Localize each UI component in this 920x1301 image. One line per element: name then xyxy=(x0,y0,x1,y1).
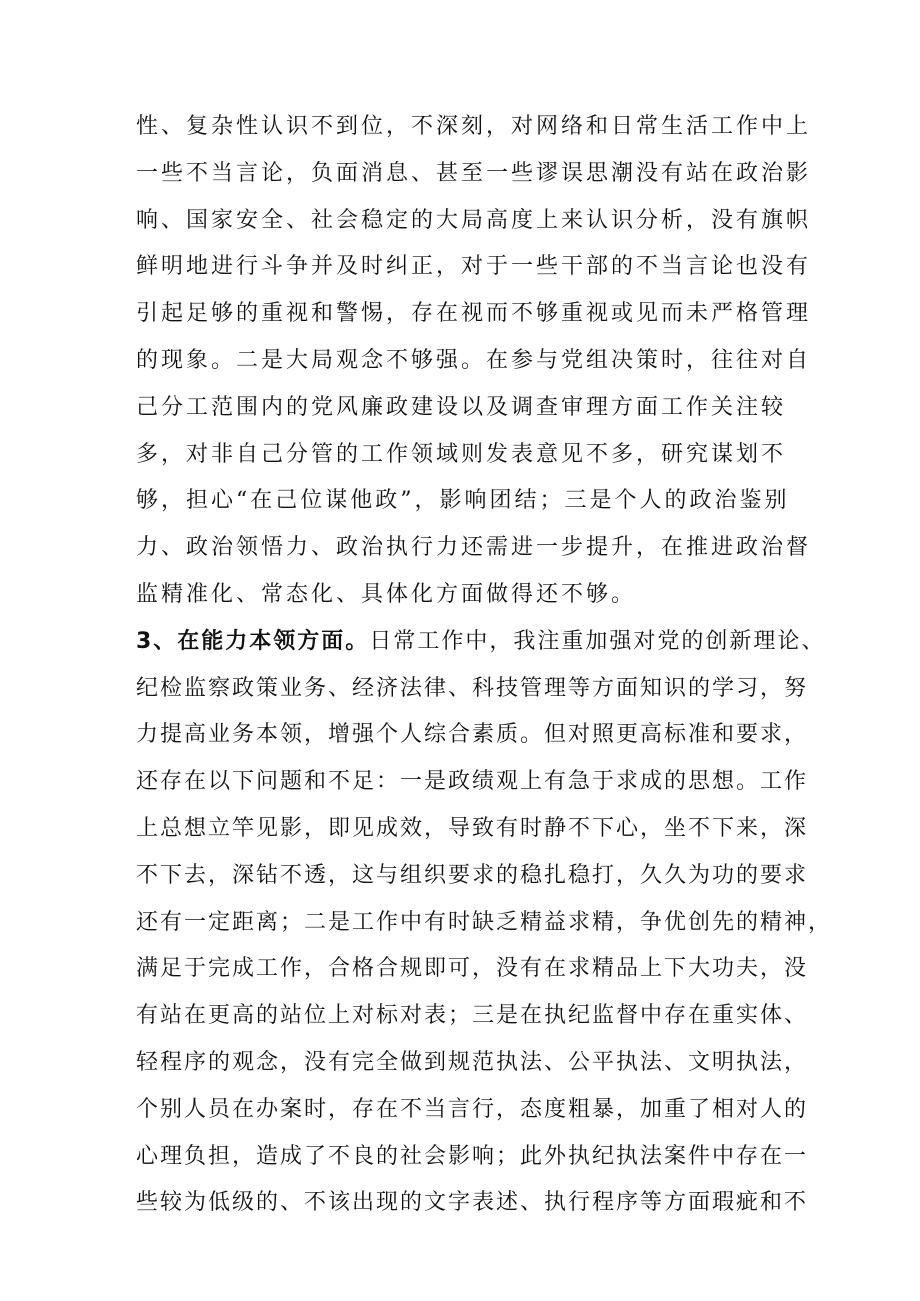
body-line: 上总想立竿见影，即见成效，导致有时静不下心，坐不下来，深 xyxy=(136,815,809,841)
section-3-first-line xyxy=(136,619,826,666)
body-line: 己分工范围内的党风廉政建设以及调查审理方面工作关注较 xyxy=(136,394,787,420)
body-line: 引起足够的重视和警惕，存在视而不够重视或见而未严格管理 xyxy=(136,301,812,327)
body-line: 还存在以下问题和不足：一是政绩观上有急于求成的思想。工作 xyxy=(136,769,809,795)
body-line: 有站在更高的站位上对标对表；三是在执纪监督中存在重实体、 xyxy=(136,1003,809,1029)
body-line: 个别人员在办案时，存在不当言行，态度粗暴，加重了相对人的 xyxy=(136,1096,809,1122)
body-line: 监精准化、常态化、具体化方面做得还不够。 xyxy=(136,581,637,607)
body-line: 满足于完成工作，合格合规即可，没有在求精品上下大功夫，没 xyxy=(136,956,809,982)
body-line: 心理负担，造成了不良的社会影响；此外执纪执法案件中存在一 xyxy=(136,1143,809,1169)
body-line: 响、国家安全、社会稳定的大局高度上来认识分析，没有旗帜 xyxy=(136,207,812,233)
body-line: 性、复杂性认识不到位，不深刻，对网络和日常生活工作中上 xyxy=(136,114,812,139)
body-line: 多，对非自己分管的工作领域则发表意见不多，研究谋划不 xyxy=(136,441,787,467)
body-line: 不下去，深钻不透，这与组织要求的稳扎稳打，久久为功的要求 xyxy=(136,862,809,888)
body-line: 够，担心“在己位谋他政”，影响团结；三是个人的政治鉴别 xyxy=(136,488,790,514)
body-line: 轻程序的观念，没有完全做到规范执法、公平执法、文明执法， xyxy=(136,1049,809,1075)
body-line: 力提高业务本领，增强个人综合素质。但对照更高标准和要求， xyxy=(136,722,809,748)
body-line: 还有一定距离；二是工作中有时缺乏精益求精，争优创先的精神， xyxy=(136,909,833,935)
section-3-first-line-text: 日常工作中，我注重加强对党的创新理论、 xyxy=(369,628,826,654)
section-3-heading: 3、在能力本领方面。 xyxy=(136,628,370,654)
body-line: 鲜明地进行斗争并及时纠正，对于一些干部的不当言论也没有 xyxy=(136,254,812,280)
body-line: 些较为低级的、不该出现的文字表述、执行程序等方面瑕疵和不 xyxy=(136,1190,809,1216)
body-line: 的现象。二是大局观念不够强。在参与党组决策时，往往对自 xyxy=(136,347,812,373)
body-line: 纪检监察政策业务、经济法律、科技管理等方面知识的学习，努 xyxy=(136,675,809,701)
body-line: 一些不当言论，负面消息、甚至一些谬误思潮没有站在政治影 xyxy=(136,160,812,186)
body-line: 力、政治领悟力、政治执行力还需进一步提升，在推进政治督 xyxy=(136,535,812,561)
document-body xyxy=(136,104,833,1227)
